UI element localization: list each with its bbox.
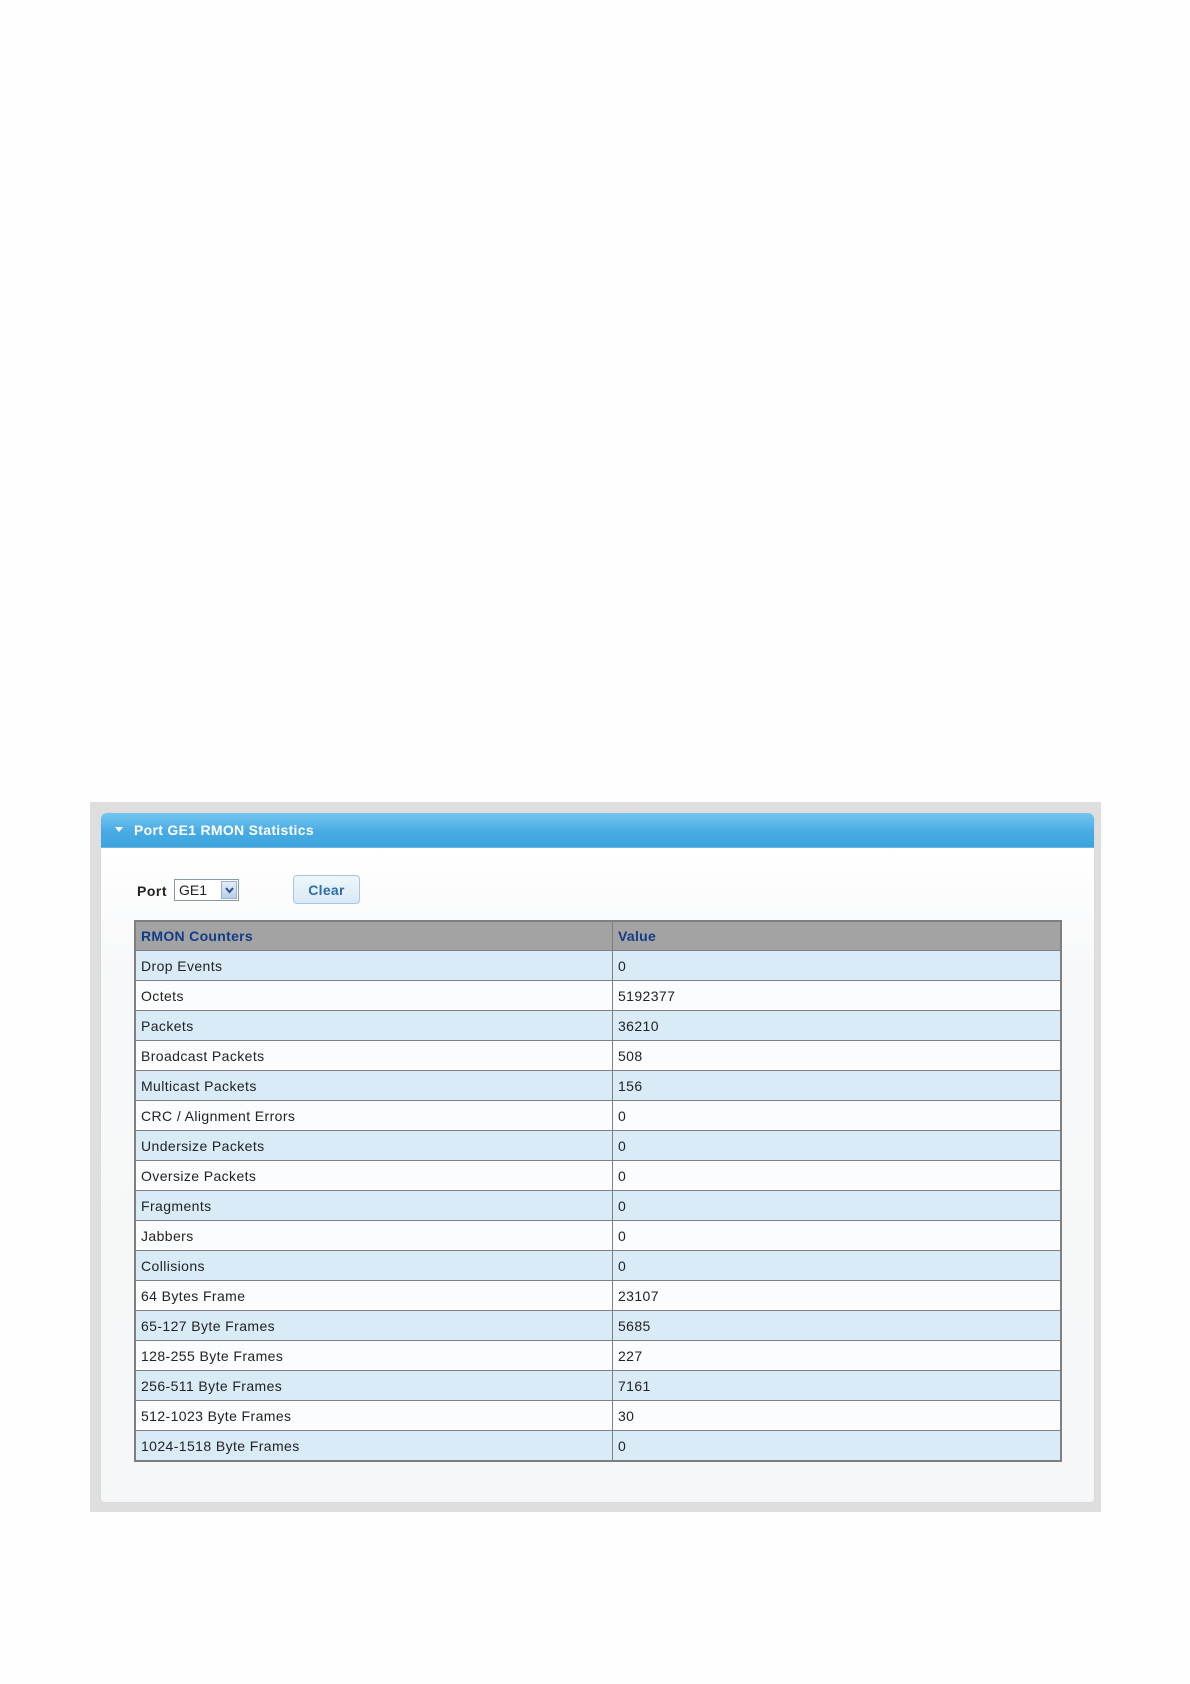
- table-row: [135, 981, 1061, 1011]
- counter-value-cell: 7161: [613, 1371, 1062, 1401]
- counter-name-cell: 65-127 Byte Frames: [135, 1311, 613, 1341]
- counter-value-cell: 0: [613, 1431, 1062, 1462]
- table-row: [135, 1131, 1061, 1161]
- counter-value-cell: 23107: [613, 1281, 1062, 1311]
- table-row: [135, 1011, 1061, 1041]
- table-row: [135, 1251, 1061, 1281]
- counter-name-cell: 1024-1518 Byte Frames: [135, 1431, 613, 1462]
- table-row: [135, 1191, 1061, 1221]
- clear-button[interactable]: Clear: [293, 875, 360, 904]
- panel-body: [101, 848, 1094, 1502]
- counter-name-cell: 64 Bytes Frame: [135, 1281, 613, 1311]
- counter-value-cell: 0: [613, 1191, 1062, 1221]
- counter-name-cell: 512-1023 Byte Frames: [135, 1401, 613, 1431]
- counter-name-cell: Oversize Packets: [135, 1161, 613, 1191]
- port-select-value: GE1: [179, 882, 208, 898]
- counter-value-cell: 0: [613, 1251, 1062, 1281]
- port-label: Port: [137, 883, 167, 899]
- chevron-down-icon: [225, 887, 234, 894]
- table-row: [135, 1221, 1061, 1251]
- counter-value-cell: 0: [613, 1131, 1062, 1161]
- counter-name-cell: Drop Events: [135, 951, 613, 981]
- rmon-counters-table: [134, 920, 1062, 1462]
- counter-value-cell: 0: [613, 1101, 1062, 1131]
- counter-value-cell: 0: [613, 1221, 1062, 1251]
- dropdown-button[interactable]: [221, 881, 237, 899]
- counter-name-cell: Octets: [135, 981, 613, 1011]
- table-row: [135, 951, 1061, 981]
- panel-title: Port GE1 RMON Statistics: [134, 822, 314, 838]
- counter-value-cell: 30: [613, 1401, 1062, 1431]
- counter-value-cell: 36210: [613, 1011, 1062, 1041]
- port-select[interactable]: [174, 879, 239, 901]
- counter-name-cell: Broadcast Packets: [135, 1041, 613, 1071]
- table-row: [135, 1161, 1061, 1191]
- counter-value-cell: 227: [613, 1341, 1062, 1371]
- table-row: [135, 1401, 1061, 1431]
- counter-value-cell: 508: [613, 1041, 1062, 1071]
- rmon-statistics-panel: [101, 813, 1094, 1502]
- table-row: [135, 1101, 1061, 1131]
- counter-name-cell: Multicast Packets: [135, 1071, 613, 1101]
- panel-header[interactable]: [101, 813, 1094, 848]
- counter-name-cell: 256-511 Byte Frames: [135, 1371, 613, 1401]
- counter-value-cell: 5685: [613, 1311, 1062, 1341]
- counter-value-cell: 0: [613, 1161, 1062, 1191]
- column-header-counters: RMON Counters: [135, 921, 613, 951]
- counter-value-cell: 0: [613, 951, 1062, 981]
- table-row: [135, 1341, 1061, 1371]
- counter-name-cell: Fragments: [135, 1191, 613, 1221]
- table-row: [135, 1041, 1061, 1071]
- table-body: [135, 951, 1061, 1462]
- counter-value-cell: 156: [613, 1071, 1062, 1101]
- table-row: [135, 1431, 1061, 1462]
- table-header-row: [135, 921, 1061, 951]
- counter-value-cell: 5192377: [613, 981, 1062, 1011]
- screenshot-frame: [90, 802, 1101, 1512]
- counter-name-cell: Collisions: [135, 1251, 613, 1281]
- counter-name-cell: CRC / Alignment Errors: [135, 1101, 613, 1131]
- table-row: [135, 1311, 1061, 1341]
- table-row: [135, 1371, 1061, 1401]
- counter-name-cell: Packets: [135, 1011, 613, 1041]
- counter-name-cell: Jabbers: [135, 1221, 613, 1251]
- table-row: [135, 1281, 1061, 1311]
- table-row: [135, 1071, 1061, 1101]
- column-header-value: Value: [613, 921, 1062, 951]
- caret-down-icon[interactable]: [115, 827, 123, 832]
- counter-name-cell: Undersize Packets: [135, 1131, 613, 1161]
- counter-name-cell: 128-255 Byte Frames: [135, 1341, 613, 1371]
